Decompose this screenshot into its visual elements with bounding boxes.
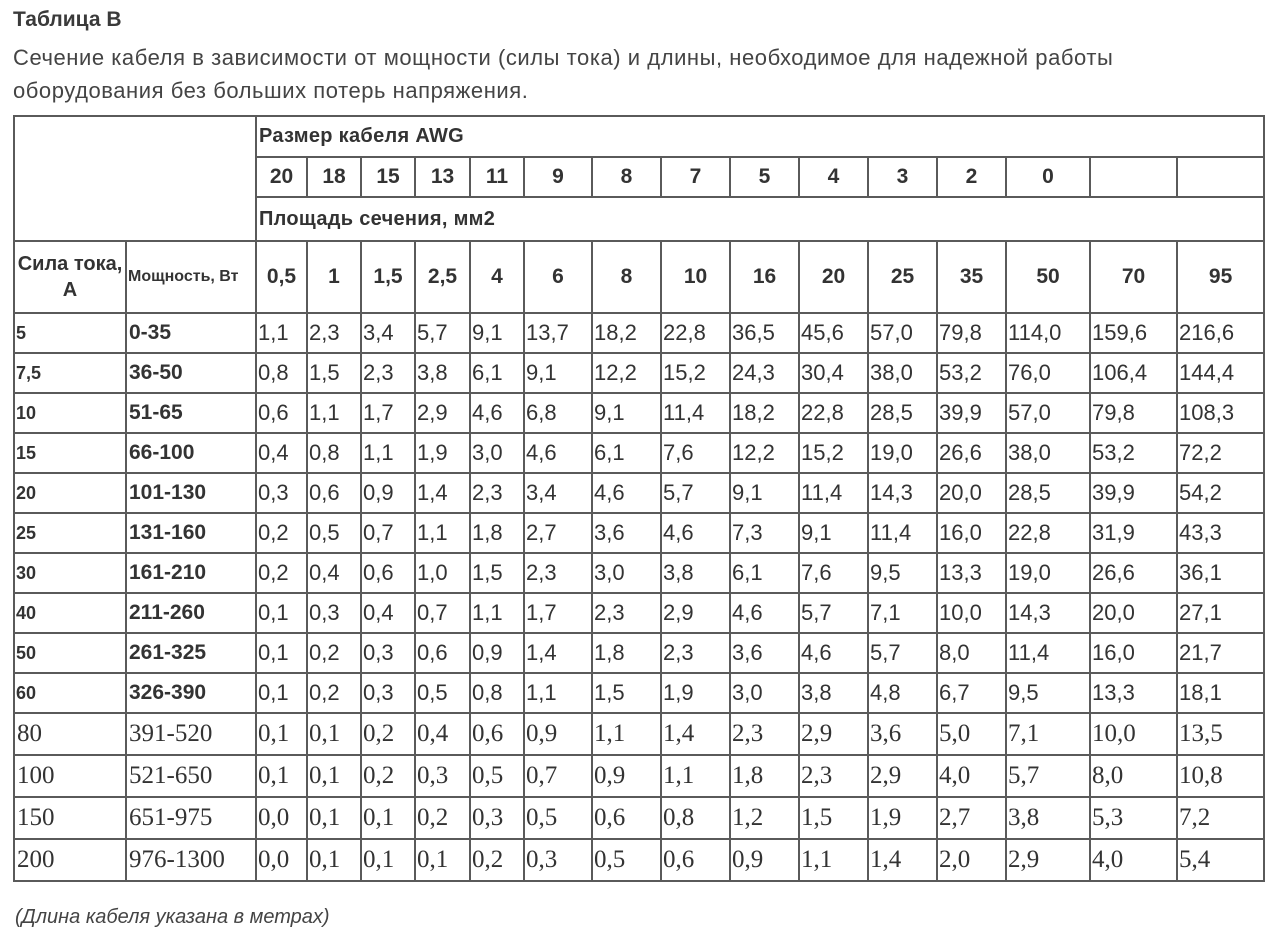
power-cell: 0-35: [126, 313, 256, 353]
length-value-cell: 20,0: [937, 473, 1006, 513]
awg-label: Размер кабеля AWG: [256, 116, 1264, 157]
length-value-cell: 18,2: [592, 313, 661, 353]
length-value-cell: 16,0: [937, 513, 1006, 553]
length-value-cell: 4,6: [470, 393, 524, 433]
length-value-cell: 0,5: [307, 513, 361, 553]
section-area-cell: 20: [799, 241, 868, 313]
length-value-cell: 4,6: [661, 513, 730, 553]
awg-size-cell: 11: [470, 157, 524, 197]
length-value-cell: 4,0: [937, 755, 1006, 797]
power-cell: 101-130: [126, 473, 256, 513]
length-value-cell: 15,2: [799, 433, 868, 473]
current-cell: 20: [14, 473, 126, 513]
length-value-cell: 0,2: [307, 633, 361, 673]
length-value-cell: 1,1: [415, 513, 470, 553]
length-value-cell: 19,0: [868, 433, 937, 473]
power-cell: 66-100: [126, 433, 256, 473]
power-cell: 211-260: [126, 593, 256, 633]
length-value-cell: 0,6: [307, 473, 361, 513]
section-area-cell: 6: [524, 241, 592, 313]
table-row: [14, 353, 1264, 393]
length-value-cell: 1,1: [661, 755, 730, 797]
length-value-cell: 43,3: [1177, 513, 1264, 553]
length-value-cell: 9,1: [730, 473, 799, 513]
table-row: [14, 839, 1264, 881]
awg-size-cell: 4: [799, 157, 868, 197]
length-value-cell: 0,1: [256, 755, 307, 797]
length-value-cell: 79,8: [937, 313, 1006, 353]
length-value-cell: 6,7: [937, 673, 1006, 713]
length-value-cell: 1,4: [661, 713, 730, 755]
length-value-cell: 1,8: [730, 755, 799, 797]
length-value-cell: 0,9: [361, 473, 415, 513]
length-value-cell: 1,8: [592, 633, 661, 673]
length-value-cell: 159,6: [1090, 313, 1177, 353]
length-value-cell: 1,5: [307, 353, 361, 393]
footnote: (Длина кабеля указана в метрах): [15, 906, 330, 928]
length-value-cell: 0,8: [307, 433, 361, 473]
section-area-cell: 10: [661, 241, 730, 313]
length-value-cell: 2,7: [524, 513, 592, 553]
awg-size-cell: 13: [415, 157, 470, 197]
section-area-cell: 8: [592, 241, 661, 313]
power-cell: 51-65: [126, 393, 256, 433]
length-value-cell: 0,5: [415, 673, 470, 713]
length-value-cell: 12,2: [730, 433, 799, 473]
length-value-cell: 1,4: [415, 473, 470, 513]
length-value-cell: 0,2: [307, 673, 361, 713]
awg-size-cell: 5: [730, 157, 799, 197]
length-value-cell: 11,4: [1006, 633, 1090, 673]
length-value-cell: 4,6: [799, 633, 868, 673]
length-value-cell: 3,8: [415, 353, 470, 393]
length-value-cell: 3,0: [592, 553, 661, 593]
length-value-cell: 39,9: [937, 393, 1006, 433]
length-value-cell: 0,0: [256, 797, 307, 839]
length-value-cell: 1,7: [361, 393, 415, 433]
awg-size-cell: 18: [307, 157, 361, 197]
length-value-cell: 8,0: [937, 633, 1006, 673]
length-value-cell: 108,3: [1177, 393, 1264, 433]
length-value-cell: 4,8: [868, 673, 937, 713]
length-value-cell: 2,9: [799, 713, 868, 755]
length-value-cell: 1,5: [470, 553, 524, 593]
length-value-cell: 38,0: [1006, 433, 1090, 473]
length-value-cell: 9,1: [524, 353, 592, 393]
length-value-cell: 79,8: [1090, 393, 1177, 433]
length-value-cell: 7,6: [661, 433, 730, 473]
length-value-cell: 1,4: [524, 633, 592, 673]
section-area-cell: 1,5: [361, 241, 415, 313]
length-value-cell: 5,7: [661, 473, 730, 513]
length-value-cell: 57,0: [868, 313, 937, 353]
length-value-cell: 1,5: [592, 673, 661, 713]
length-value-cell: 24,3: [730, 353, 799, 393]
power-cell: 521-650: [126, 755, 256, 797]
current-cell: 80: [14, 713, 126, 755]
length-value-cell: 1,1: [592, 713, 661, 755]
length-value-cell: 2,7: [937, 797, 1006, 839]
section-area-cell: 0,5: [256, 241, 307, 313]
length-value-cell: 22,8: [1006, 513, 1090, 553]
corner-cell: [14, 116, 256, 241]
length-value-cell: 1,1: [256, 313, 307, 353]
length-value-cell: 0,3: [524, 839, 592, 881]
awg-size-cell: [1090, 157, 1177, 197]
current-cell: 15: [14, 433, 126, 473]
table-row: [14, 313, 1264, 353]
length-value-cell: 5,7: [868, 633, 937, 673]
table-row: [14, 433, 1264, 473]
length-value-cell: 0,5: [524, 797, 592, 839]
length-value-cell: 7,1: [868, 593, 937, 633]
length-value-cell: 0,3: [361, 673, 415, 713]
length-value-cell: 0,2: [470, 839, 524, 881]
section-area-cell: 95: [1177, 241, 1264, 313]
length-value-cell: 0,6: [415, 633, 470, 673]
length-value-cell: 6,1: [592, 433, 661, 473]
power-header: Мощность, Вт: [126, 241, 256, 313]
length-value-cell: 18,1: [1177, 673, 1264, 713]
length-value-cell: 7,6: [799, 553, 868, 593]
awg-size-cell: 2: [937, 157, 1006, 197]
current-cell: 30: [14, 553, 126, 593]
length-value-cell: 11,4: [661, 393, 730, 433]
length-value-cell: 9,1: [592, 393, 661, 433]
power-cell: 976-1300: [126, 839, 256, 881]
length-value-cell: 16,0: [1090, 633, 1177, 673]
length-value-cell: 10,0: [1090, 713, 1177, 755]
length-value-cell: 0,8: [470, 673, 524, 713]
length-value-cell: 27,1: [1177, 593, 1264, 633]
length-value-cell: 0,2: [256, 553, 307, 593]
length-value-cell: 0,1: [307, 797, 361, 839]
current-cell: 7,5: [14, 353, 126, 393]
length-value-cell: 0,1: [307, 713, 361, 755]
awg-size-cell: 20: [256, 157, 307, 197]
length-value-cell: 0,4: [307, 553, 361, 593]
current-cell: 50: [14, 633, 126, 673]
current-cell: 5: [14, 313, 126, 353]
current-cell: 150: [14, 797, 126, 839]
table-subtitle: Сечение кабеля в зависимости от мощности (силы тока) и длины, необходимое для надежной работы оборудования без больших потерь напряжения.: [13, 45, 1114, 103]
length-value-cell: 2,3: [592, 593, 661, 633]
length-value-cell: 6,1: [470, 353, 524, 393]
table-title: Таблица B: [13, 8, 122, 31]
length-value-cell: 5,4: [1177, 839, 1264, 881]
length-value-cell: 0,7: [524, 755, 592, 797]
section-area-cell: 2,5: [415, 241, 470, 313]
length-value-cell: 0,7: [415, 593, 470, 633]
table-row: [14, 593, 1264, 633]
length-value-cell: 0,5: [470, 755, 524, 797]
length-value-cell: 0,0: [256, 839, 307, 881]
length-value-cell: 216,6: [1177, 313, 1264, 353]
current-cell: 25: [14, 513, 126, 553]
length-value-cell: 3,0: [730, 673, 799, 713]
length-value-cell: 3,4: [361, 313, 415, 353]
length-value-cell: 0,4: [256, 433, 307, 473]
awg-size-cell: 15: [361, 157, 415, 197]
current-cell: 40: [14, 593, 126, 633]
length-value-cell: 0,8: [661, 797, 730, 839]
length-value-cell: 13,3: [937, 553, 1006, 593]
length-value-cell: 0,3: [256, 473, 307, 513]
length-value-cell: 31,9: [1090, 513, 1177, 553]
power-cell: 131-160: [126, 513, 256, 553]
length-value-cell: 11,4: [868, 513, 937, 553]
length-value-cell: 1,4: [868, 839, 937, 881]
length-value-cell: 2,3: [470, 473, 524, 513]
area-label: Площадь сечения, мм2: [256, 197, 1264, 241]
length-value-cell: 114,0: [1006, 313, 1090, 353]
length-value-cell: 0,1: [361, 839, 415, 881]
current-cell: 200: [14, 839, 126, 881]
awg-size-cell: [1177, 157, 1264, 197]
length-value-cell: 106,4: [1090, 353, 1177, 393]
length-value-cell: 2,3: [361, 353, 415, 393]
section-area-cell: 70: [1090, 241, 1177, 313]
length-value-cell: 1,9: [415, 433, 470, 473]
length-value-cell: 14,3: [1006, 593, 1090, 633]
length-value-cell: 4,6: [524, 433, 592, 473]
length-value-cell: 1,1: [799, 839, 868, 881]
length-value-cell: 2,9: [661, 593, 730, 633]
length-value-cell: 0,3: [361, 633, 415, 673]
section-area-cell: 4: [470, 241, 524, 313]
section-area-cell: 35: [937, 241, 1006, 313]
header-row-awg-label: [14, 116, 1264, 157]
length-value-cell: 2,9: [415, 393, 470, 433]
length-value-cell: 22,8: [661, 313, 730, 353]
table-row: [14, 513, 1264, 553]
length-value-cell: 1,1: [470, 593, 524, 633]
power-cell: 326-390: [126, 673, 256, 713]
length-value-cell: 1,1: [524, 673, 592, 713]
length-value-cell: 0,3: [415, 755, 470, 797]
length-value-cell: 2,3: [661, 633, 730, 673]
length-value-cell: 20,0: [1090, 593, 1177, 633]
length-value-cell: 3,6: [730, 633, 799, 673]
length-value-cell: 38,0: [868, 353, 937, 393]
length-value-cell: 0,9: [592, 755, 661, 797]
length-value-cell: 28,5: [868, 393, 937, 433]
table-row: [14, 755, 1264, 797]
length-value-cell: 11,4: [799, 473, 868, 513]
length-value-cell: 0,2: [256, 513, 307, 553]
length-value-cell: 13,3: [1090, 673, 1177, 713]
length-value-cell: 1,0: [415, 553, 470, 593]
length-value-cell: 2,3: [524, 553, 592, 593]
length-value-cell: 39,9: [1090, 473, 1177, 513]
table-row: [14, 713, 1264, 755]
current-cell: 60: [14, 673, 126, 713]
length-value-cell: 36,1: [1177, 553, 1264, 593]
length-value-cell: 9,5: [1006, 673, 1090, 713]
length-value-cell: 0,4: [361, 593, 415, 633]
length-value-cell: 1,9: [868, 797, 937, 839]
length-value-cell: 0,1: [256, 673, 307, 713]
table-row: [14, 473, 1264, 513]
length-value-cell: 9,1: [470, 313, 524, 353]
length-value-cell: 0,6: [256, 393, 307, 433]
length-value-cell: 0,6: [661, 839, 730, 881]
length-value-cell: 0,9: [730, 839, 799, 881]
length-value-cell: 3,8: [799, 673, 868, 713]
length-value-cell: 53,2: [1090, 433, 1177, 473]
length-value-cell: 15,2: [661, 353, 730, 393]
section-area-cell: 1: [307, 241, 361, 313]
length-value-cell: 4,6: [592, 473, 661, 513]
length-value-cell: 5,7: [799, 593, 868, 633]
table-row: [14, 633, 1264, 673]
length-value-cell: 0,9: [524, 713, 592, 755]
length-value-cell: 0,2: [361, 713, 415, 755]
length-value-cell: 0,2: [361, 755, 415, 797]
length-value-cell: 3,6: [592, 513, 661, 553]
length-value-cell: 2,9: [1006, 839, 1090, 881]
length-value-cell: 3,6: [868, 713, 937, 755]
power-cell: 651-975: [126, 797, 256, 839]
length-value-cell: 0,1: [307, 839, 361, 881]
length-value-cell: 0,6: [361, 553, 415, 593]
length-value-cell: 76,0: [1006, 353, 1090, 393]
length-value-cell: 1,5: [799, 797, 868, 839]
length-value-cell: 1,7: [524, 593, 592, 633]
length-value-cell: 1,2: [730, 797, 799, 839]
length-value-cell: 45,6: [799, 313, 868, 353]
length-value-cell: 2,9: [868, 755, 937, 797]
length-value-cell: 26,6: [937, 433, 1006, 473]
cable-table: [13, 115, 1265, 882]
length-value-cell: 0,1: [415, 839, 470, 881]
length-value-cell: 5,7: [415, 313, 470, 353]
length-value-cell: 72,2: [1177, 433, 1264, 473]
length-value-cell: 7,3: [730, 513, 799, 553]
length-value-cell: 57,0: [1006, 393, 1090, 433]
length-value-cell: 6,8: [524, 393, 592, 433]
awg-size-cell: 9: [524, 157, 592, 197]
table-row: [14, 673, 1264, 713]
length-value-cell: 1,1: [307, 393, 361, 433]
length-value-cell: 1,9: [661, 673, 730, 713]
length-value-cell: 0,2: [415, 797, 470, 839]
awg-size-cell: 8: [592, 157, 661, 197]
length-value-cell: 0,3: [307, 593, 361, 633]
length-value-cell: 3,4: [524, 473, 592, 513]
length-value-cell: 1,1: [361, 433, 415, 473]
length-value-cell: 2,3: [730, 713, 799, 755]
length-value-cell: 3,0: [470, 433, 524, 473]
length-value-cell: 21,7: [1177, 633, 1264, 673]
length-value-cell: 2,3: [799, 755, 868, 797]
table-row: [14, 797, 1264, 839]
section-area-cell: 16: [730, 241, 799, 313]
length-value-cell: 5,7: [1006, 755, 1090, 797]
length-value-cell: 14,3: [868, 473, 937, 513]
length-value-cell: 3,8: [661, 553, 730, 593]
awg-size-cell: 7: [661, 157, 730, 197]
length-value-cell: 0,9: [470, 633, 524, 673]
length-value-cell: 2,3: [307, 313, 361, 353]
length-value-cell: 36,5: [730, 313, 799, 353]
length-value-cell: 2,0: [937, 839, 1006, 881]
length-value-cell: 54,2: [1177, 473, 1264, 513]
length-value-cell: 13,7: [524, 313, 592, 353]
length-value-cell: 26,6: [1090, 553, 1177, 593]
length-value-cell: 18,2: [730, 393, 799, 433]
length-value-cell: 0,1: [256, 593, 307, 633]
length-value-cell: 0,4: [415, 713, 470, 755]
section-area-cell: 50: [1006, 241, 1090, 313]
length-value-cell: 22,8: [799, 393, 868, 433]
current-cell: 100: [14, 755, 126, 797]
length-value-cell: 3,8: [1006, 797, 1090, 839]
length-value-cell: 144,4: [1177, 353, 1264, 393]
length-value-cell: 8,0: [1090, 755, 1177, 797]
length-value-cell: 13,5: [1177, 713, 1264, 755]
length-value-cell: 9,1: [799, 513, 868, 553]
section-area-cell: 25: [868, 241, 937, 313]
length-value-cell: 0,1: [361, 797, 415, 839]
length-value-cell: 10,0: [937, 593, 1006, 633]
length-value-cell: 5,3: [1090, 797, 1177, 839]
length-value-cell: 19,0: [1006, 553, 1090, 593]
table-row: [14, 553, 1264, 593]
length-value-cell: 53,2: [937, 353, 1006, 393]
length-value-cell: 10,8: [1177, 755, 1264, 797]
length-value-cell: 30,4: [799, 353, 868, 393]
length-value-cell: 0,1: [307, 755, 361, 797]
length-value-cell: 7,2: [1177, 797, 1264, 839]
current-cell: 10: [14, 393, 126, 433]
length-value-cell: 0,3: [470, 797, 524, 839]
length-value-cell: 9,5: [868, 553, 937, 593]
length-value-cell: 0,6: [592, 797, 661, 839]
length-value-cell: 0,1: [256, 713, 307, 755]
length-value-cell: 4,6: [730, 593, 799, 633]
power-cell: 161-210: [126, 553, 256, 593]
length-value-cell: 6,1: [730, 553, 799, 593]
length-value-cell: 0,5: [592, 839, 661, 881]
length-value-cell: 12,2: [592, 353, 661, 393]
length-value-cell: 4,0: [1090, 839, 1177, 881]
current-header: Сила тока, А: [14, 241, 126, 313]
power-cell: 261-325: [126, 633, 256, 673]
length-value-cell: 7,1: [1006, 713, 1090, 755]
awg-size-cell: 0: [1006, 157, 1090, 197]
length-value-cell: 0,8: [256, 353, 307, 393]
length-value-cell: 0,7: [361, 513, 415, 553]
header-row-sections: [14, 241, 1264, 313]
length-value-cell: 5,0: [937, 713, 1006, 755]
length-value-cell: 28,5: [1006, 473, 1090, 513]
awg-size-cell: 3: [868, 157, 937, 197]
length-value-cell: 1,8: [470, 513, 524, 553]
power-cell: 36-50: [126, 353, 256, 393]
table-row: [14, 393, 1264, 433]
length-value-cell: 0,6: [470, 713, 524, 755]
power-cell: 391-520: [126, 713, 256, 755]
length-value-cell: 0,1: [256, 633, 307, 673]
